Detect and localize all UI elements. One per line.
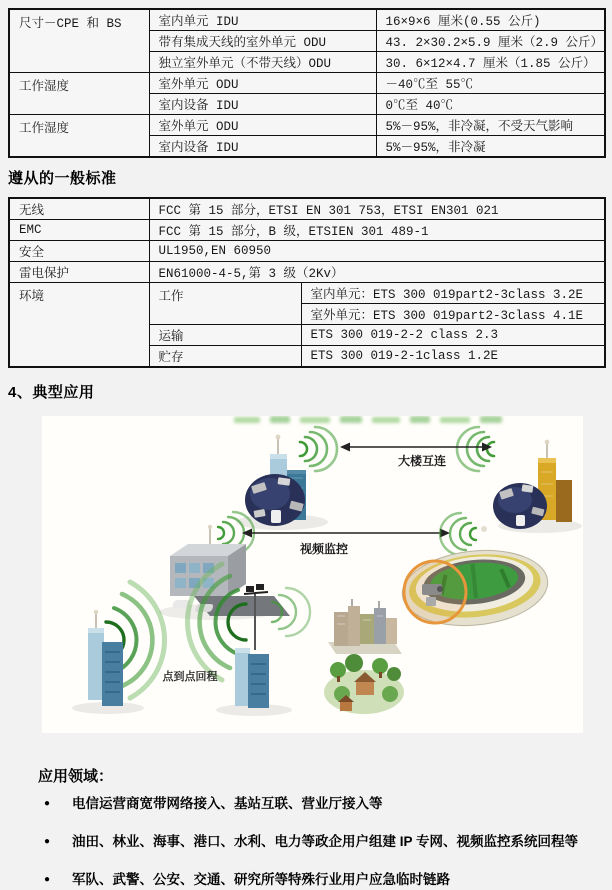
table-row (9, 262, 605, 283)
table-cell: 室内单元：ETS 300 019part2-3class 3.2E (301, 283, 605, 304)
table-cell: 室内单元 IDU (149, 9, 376, 31)
p2p-backhaul-label: 点到点回程 (162, 671, 218, 683)
arrow-left-icon (340, 443, 350, 452)
building-interconnect-label: 大楼互连 (397, 454, 447, 468)
table-row (9, 220, 605, 241)
globe-device-icon (493, 483, 547, 529)
table-cell: 室外单元 ODU (149, 73, 376, 94)
table-cell: 5%－95%，非冷凝 (376, 136, 605, 158)
table-row (9, 73, 605, 94)
watermark-blur (234, 416, 502, 423)
spec-label-humidity: 工作湿度 (9, 115, 149, 158)
spec-label-size: 尺寸－CPE 和 BS (9, 9, 149, 73)
std-label-safety: 安全 (9, 241, 149, 262)
table-cell: 0℃至 40℃ (376, 94, 605, 115)
antenna-mast-icon (244, 584, 268, 594)
std-label-environment: 环境 (9, 283, 149, 368)
bullet-text: 军队、武警、公安、交通、研究所等特殊行业用户应急临时链路 (72, 872, 450, 887)
bullet-text: 油田、林业、海事、港口、水利、电力等政企用户组建 IP 专网、视频监控系统回程等 (72, 834, 579, 849)
table-cell: 室内设备 IDU (149, 94, 376, 115)
table-cell: EN61000-4-5,第 3 级（2Kv） (149, 262, 605, 283)
spec-table (8, 8, 606, 158)
bullet-icon: ● (44, 874, 51, 886)
std-label-transport: 运输 (149, 325, 301, 346)
std-label-radio: 无线 (9, 198, 149, 220)
table-cell: 独立室外单元（不带天线）ODU (149, 52, 376, 73)
std-label-lightning: 雷电保护 (9, 262, 149, 283)
list-item (44, 794, 383, 814)
std-label-emc: EMC (9, 220, 149, 241)
globe-device-icon (245, 474, 305, 526)
table-cell: ETS 300 019-2-1class 1.2E (301, 346, 605, 368)
table-cell: 43. 2×30.2×5.9 厘米（2.9 公斤） (376, 31, 605, 52)
app-fields-heading: 应用领域： (38, 768, 114, 785)
table-cell: FCC 第 15 部分，ETSI EN 301 753，ETSI EN301 021 (149, 198, 605, 220)
table-row (9, 198, 605, 220)
table-cell: 室外单元：ETS 300 019part2-3class 4.1E (301, 304, 605, 325)
table-cell: 室外单元 ODU (149, 115, 376, 136)
bullet-text: 电信运营商宽带网络接入、基站互联、营业厅接入等 (72, 796, 383, 811)
typical-apps-heading: 4、典型应用 (8, 384, 95, 401)
bullet-icon: ● (44, 836, 51, 848)
village-icon (324, 654, 404, 714)
table-cell: UL1950,EN 60950 (149, 241, 605, 262)
gold-building-site (457, 427, 582, 533)
topology-figure (42, 416, 583, 733)
blue-building-site (236, 427, 337, 530)
city-cluster-icon (328, 599, 402, 654)
table-row (9, 283, 605, 304)
table-cell: 带有集成天线的室外单元 ODU (149, 31, 376, 52)
table-cell: ETS 300 019-2-2 class 2.3 (301, 325, 605, 346)
list-item (44, 870, 450, 890)
table-row (9, 241, 605, 262)
wifi-arcs-icon (457, 427, 494, 471)
list-item (44, 832, 578, 852)
spec-label-temp: 工作湿度 (9, 73, 149, 115)
table-row (9, 9, 605, 31)
camera-highlight-icon (404, 561, 466, 623)
table-cell: －40℃至 55℃ (376, 73, 605, 94)
standards-table (8, 197, 606, 368)
table-row (9, 115, 605, 136)
table-cell: 16×9×6 厘米(0.55 公斤) (376, 9, 605, 31)
table-cell: 30. 6×12×4.7 厘米（1.85 公斤） (376, 52, 605, 73)
table-cell: FCC 第 15 部分，B 级，ETSIEN 301 489-1 (149, 220, 605, 241)
std-label-storage: 贮存 (149, 346, 301, 368)
topology-diagram (42, 416, 583, 733)
wifi-arcs-icon (300, 427, 337, 471)
table-cell: 5%－95%，非冷凝，不受天气影响 (376, 115, 605, 136)
video-surveillance-link (242, 529, 450, 557)
std-label-operating: 工作 (149, 283, 301, 325)
table-cell: 室内设备 IDU (149, 136, 376, 158)
video-surveillance-label: 视频监控 (299, 542, 349, 556)
bullet-icon: ● (44, 798, 51, 810)
standards-heading: 遵从的一般标准 (8, 170, 117, 187)
